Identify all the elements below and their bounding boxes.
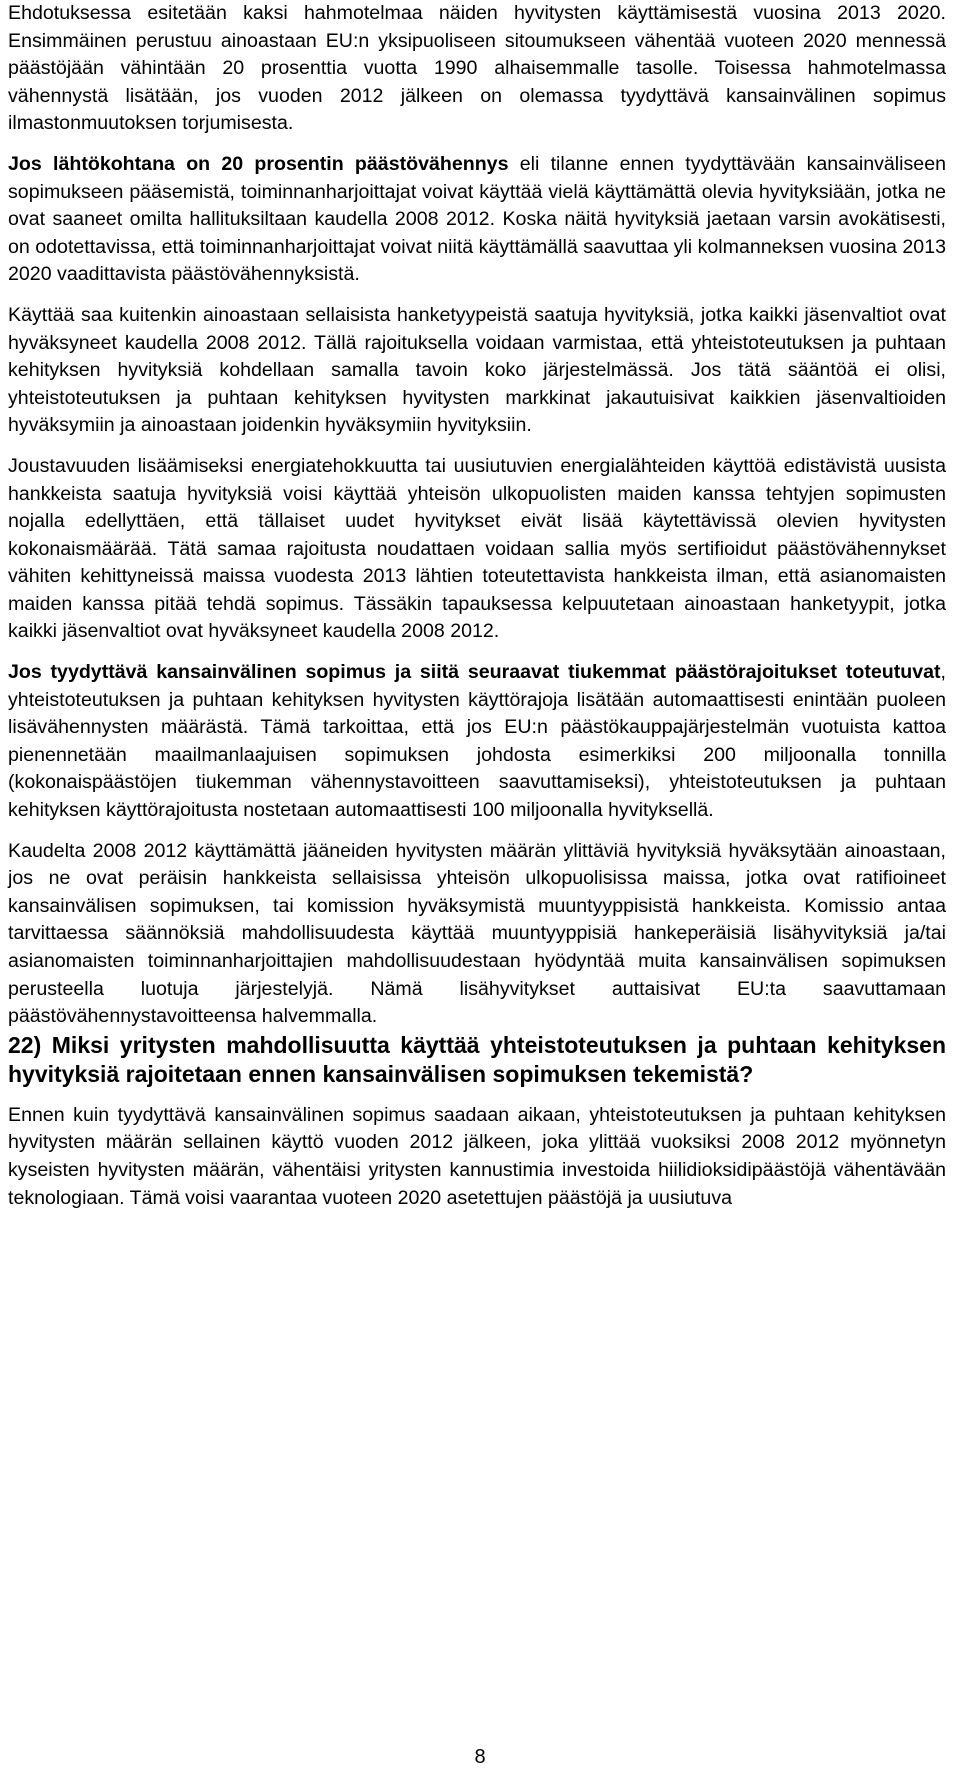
- body-paragraph: [8, 659, 946, 825]
- bold-lead-in: Jos tyydyttävä kansainvälinen sopimus ja siitä seuraavat tiukemmat päästörajoitukset toteutuvat: [8, 661, 941, 684]
- paragraph-text: , yhteistoteutuksen ja puhtaan kehityksen hyvitysten käyttörajoja lisätään automaattisesti enintään puoleen lisävähennysten määrästä. Tämä tarkoittaa, että jos EU:n päästökauppajärjestelmän vuotuista kattoa pienennetään maailmanlaajuisen sopimuksen johdosta esimerkiksi 200 miljoonalla tonnilla (kokonaispäästöjen tiukemman vähennystavoitteen saavuttamiseksi), yhteistoteutuksen ja puhtaan kehityksen käyttörajoitusta nostetaan automaattisesti 100 miljoonalla hyvityksellä.: [8, 661, 946, 822]
- body-paragraph: Joustavuuden lisäämiseksi energiatehokkuutta tai uusiutuvien energialähteiden käyttöä edistävistä uusista hankkeista saatuja hyvityksiä voisi käyttää yhteisön ulkopuolisten maiden kanssa tehtyjen sopimusten nojalla edellyttäen, että tällaiset uudet hyvitykset eivät lisää käytettävissä olevien hyvitysten kokonaismäärää. Tätä samaa rajoitusta noudattaen voidaan sallia myös sertifioidut päästövähennykset vähiten kehittyneissä maissa vuodesta 2013 lähtien toteutettavista hankkeista ilman, että asianomaisten maiden kanssa pitää tehdä sopimus. Tässäkin tapauksessa kelpuutetaan ainoastaan hanketyypit, jotka kaikki jäsenvaltiot ovat hyväksyneet kaudella 2008 2012.: [8, 454, 946, 643]
- body-paragraph: Kaudelta 2008 2012 käyttämättä jääneiden hyvitysten määrän ylittäviä hyvityksiä hyväksytään ainoastaan, jos ne ovat peräisin hankkeista sellaisissa yhteisön ulkopuolisissa maissa, jotka ovat ratifioineet kansainvälisen sopimuksen, tai komission hyväksymistä muuntyyppisistä hankkeista. Komissio antaa tarvittaessa säännöksiä mahdollisuudesta käyttää muuntyyppisiä hankeperäisiä lisähyvityksiä ja/tai asianomaisten toiminnanharjoittajien mahdollisuudestaan hyödyntää muita kansainvälisen sopimuksen perusteella luotuja järjestelyjä. Nämä lisähyvitykset auttaisivat EU:ta saavuttamaan päästövähennystavoitteensa halvemmalla.: [8, 839, 946, 1028]
- page-number: 8: [474, 1746, 486, 1768]
- body-paragraph: Ennen kuin tyydyttävä kansainvälinen sopimus saadaan aikaan, yhteistoteutuksen ja puhtaan kehityksen hyvitysten määrän sellainen käyttö vuoden 2012 jälkeen, joka ylittää vuoksiksi 2008 2012 myönnetyn kyseisten hyvitysten määrän, vähentäisi yritysten kannustimia investoida hiilidioksidipäästöjä vähentävään teknologiaan. Tämä voisi vaarantaa vuoteen 2020 asetettujen päästöjä ja uusiutuva: [8, 1103, 946, 1209]
- body-paragraph: Käyttää saa kuitenkin ainoastaan sellaisista hanketyypeistä saatuja hyvityksiä, jotka kaikki jäsenvaltiot ovat hyväksyneet kaudella 2008 2012. Tällä rajoituksella voidaan varmistaa, että yhteistoteutuksen ja puhtaan kehityksen hyvityksiä kohdellaan samalla tavoin koko järjestelmässä. Jos tätä sääntöä ei olisi, yhteistoteutuksen ja puhtaan kehityksen hyvitysten markkinat jakautuisivat kaikkien jäsenvaltioiden hyväksymiin ja ainoastaan joidenkin hyväksymiin hyvityksiin.: [8, 303, 946, 437]
- bold-lead-in: Jos lähtökohtana on 20 prosentin päästövähennys: [8, 152, 509, 175]
- body-paragraph: [8, 151, 946, 289]
- document-page: [8, 0, 946, 1212]
- body-paragraph: Ehdotuksessa esitetään kaksi hahmotelmaa näiden hyvitysten käyttämisestä vuosina 2013 2020. Ensimmäinen perustuu ainoastaan EU:n yksipuoliseen sitoumukseen vähentää vuoteen 2020 mennessä päästöjään vähintään 20 prosenttia vuotta 1990 alhaisemmalle tasolle. Toisessa hahmotelmassa vähennystä lisätään, jos vuoden 2012 jälkeen on olemassa tyydyttävä kansainvälinen sopimus ilmastonmuutoksen torjumisesta.: [8, 2, 946, 135]
- paragraph-text: eli tilanne ennen tyydyttävään kansainväliseen sopimukseen pääsemistä, toiminnanharjoittajat voivat käyttää vielä käyttämättä olevia hyvityksiään, jotka ne ovat saaneet omilta hallituksiltaan kaudella 2008 2012. Koska näitä hyvityksiä jaetaan varsin avokätisesti, on odotettavissa, että toiminnanharjoittajat voivat niitä käyttämällä saavuttaa yli kolmanneksen vuosina 2013 2020 vaadittavista päästövähennyksistä.: [8, 152, 946, 286]
- section-heading: 22) Miksi yritysten mahdollisuutta käyttää yhteistoteutuksen ja puhtaan kehityksen hyvityksiä rajoitetaan ennen kansainvälisen sopimuksen tekemistä?: [8, 1031, 946, 1087]
